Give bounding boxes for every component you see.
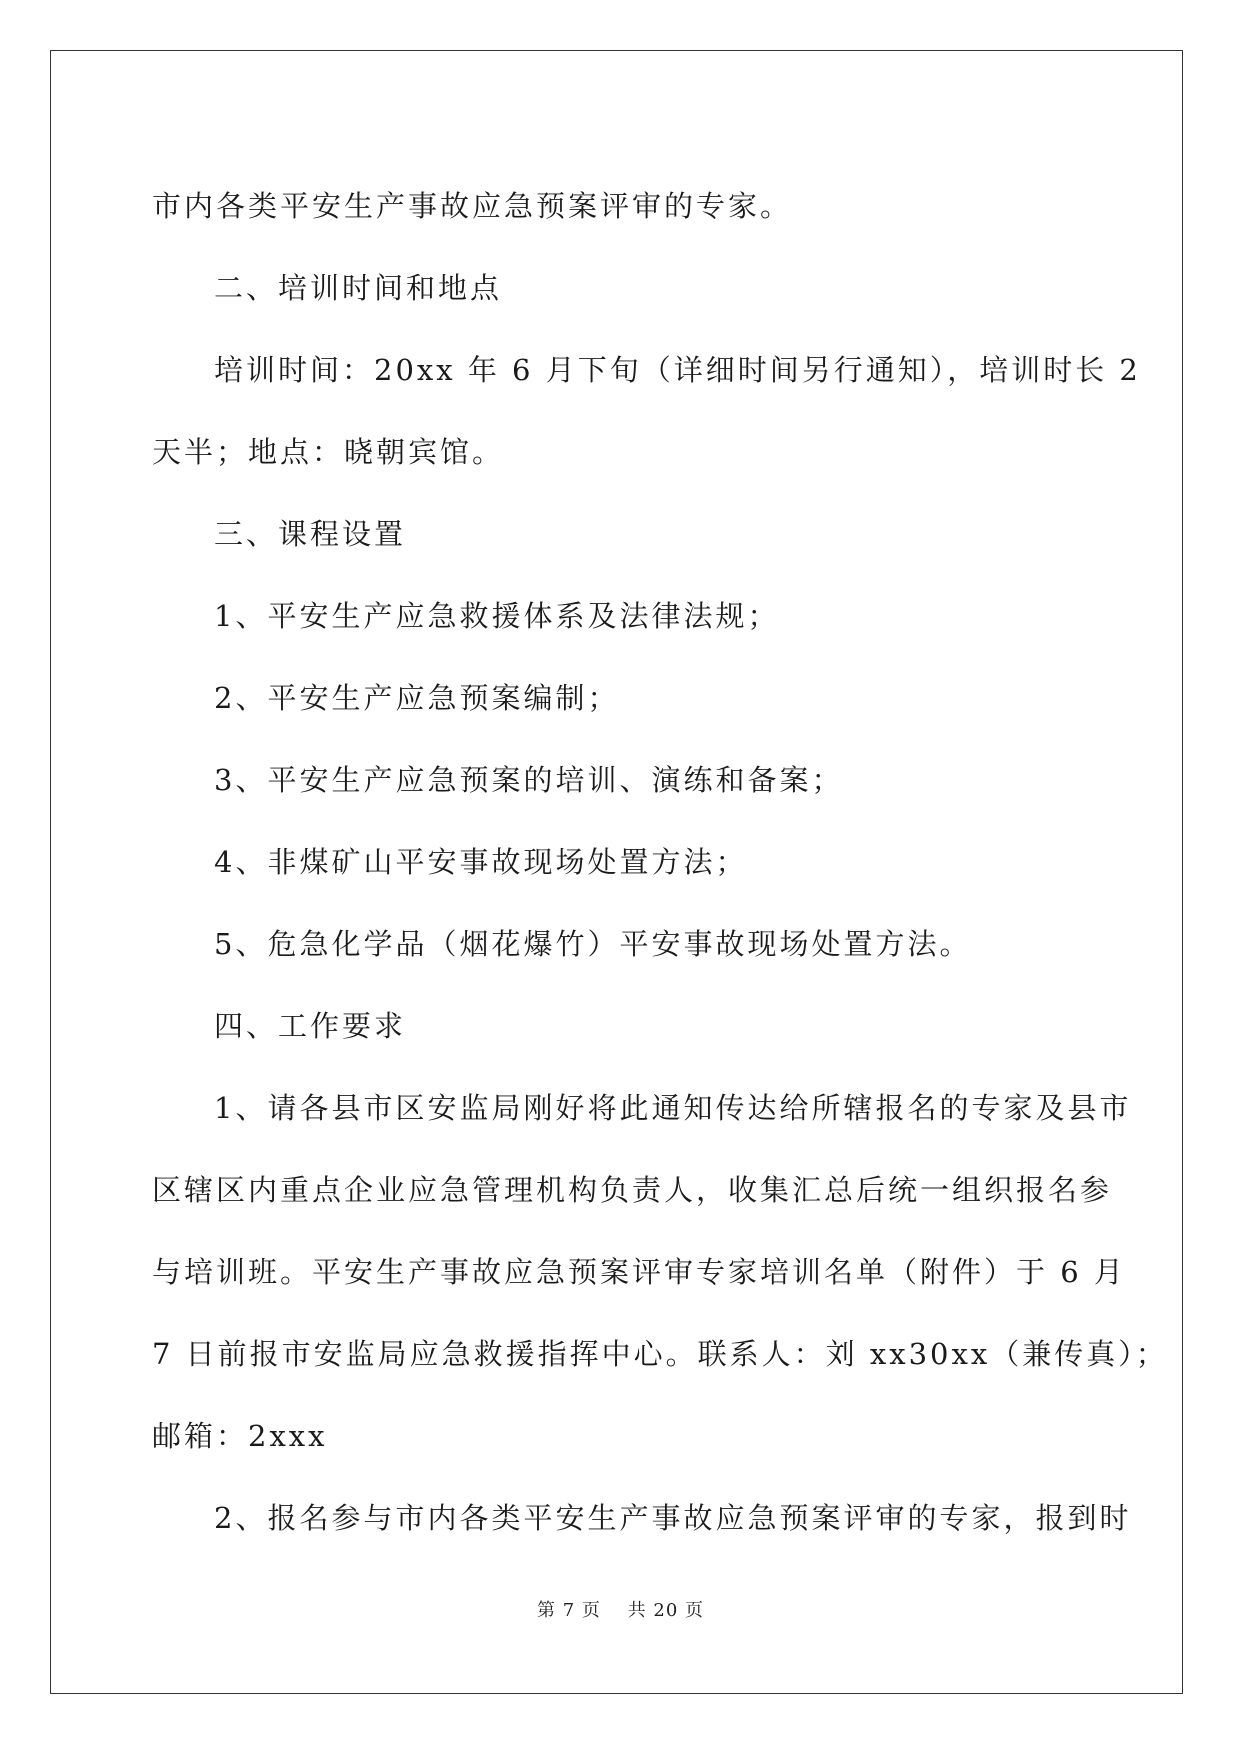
page-number-current: 第 7 页 (537, 1600, 601, 1621)
list-item: 1、平安生产应急救援体系及法律法规； (214, 599, 780, 633)
text-line: 与培训班。平安生产事故应急预案评审专家培训名单（附件）于 6 月 (152, 1255, 1126, 1289)
section-heading: 四、工作要求 (214, 1009, 407, 1043)
list-item: 3、平安生产应急预案的培训、演练和备案； (214, 763, 844, 797)
text-line: 市内各类平安生产事故应急预案评审的专家。 (152, 189, 793, 223)
text-line: 培训时间：20xx 年 6 月下旬（详细时间另行通知），培训时长 2 (214, 353, 1141, 387)
list-item: 2、平安生产应急预案编制； (214, 681, 620, 715)
section-heading: 二、培训时间和地点 (214, 271, 503, 305)
page-footer (0, 1596, 1241, 1622)
list-item: 5、危急化学品（烟花爆竹）平安事故现场处置方法。 (214, 927, 972, 961)
text-line: 邮箱：2xxx (152, 1419, 328, 1453)
page-number-total: 共 20 页 (627, 1600, 704, 1621)
text-line: 7 日前报市安监局应急救援指挥中心。联系人：刘 xx30xx（兼传真）； (152, 1337, 1168, 1371)
document-body (152, 165, 1168, 1559)
text-line: 1、请各县市区安监局刚好将此通知传达给所辖报名的专家及县市 (214, 1091, 1132, 1125)
text-line: 天半；地点：晓朝宾馆。 (152, 435, 505, 469)
text-line: 区辖区内重点企业应急管理机构负责人，收集汇总后统一组织报名参 (152, 1173, 1113, 1207)
section-heading: 三、课程设置 (214, 517, 407, 551)
list-item: 4、非煤矿山平安事故现场处置方法； (214, 845, 748, 879)
text-line: 2、报名参与市内各类平安生产事故应急预案评审的专家，报到时 (214, 1501, 1132, 1535)
